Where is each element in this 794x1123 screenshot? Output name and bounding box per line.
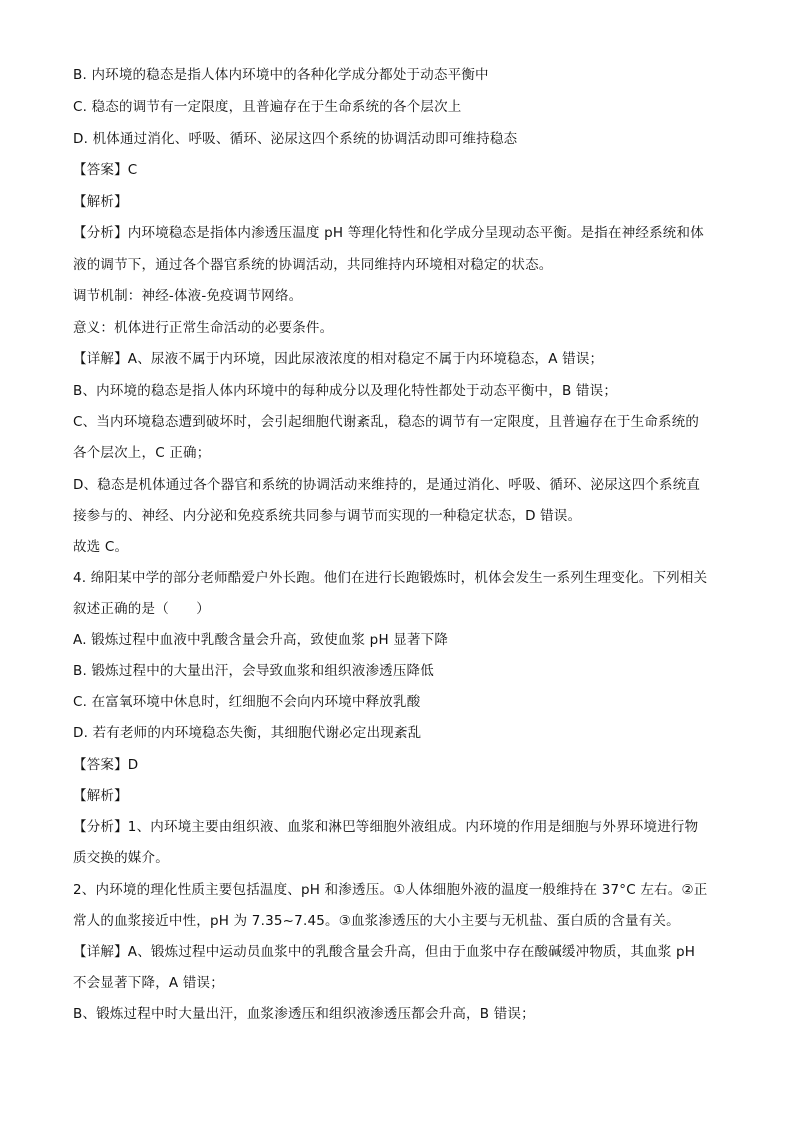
q3-option-d: D. 机体通过消化、呼吸、循环、泌尿这四个系统的协调活动即可维持稳态 bbox=[73, 131, 518, 147]
q4-option-d: D. 若有老师的内环境稳态失衡，其细胞代谢必定出现紊乱 bbox=[73, 725, 422, 741]
q3-detail-b: B、内环境的稳态是指人体内环境中的每种成分以及理化特性都处于动态平衡中，B 错误； bbox=[73, 383, 618, 399]
q4-point2-line-2: 常人的血浆接近中性，pH 为 7.35~7.45。③血浆渗透压的大小主要与无机盐、蛋白质的含量有关。 bbox=[73, 913, 680, 929]
q3-conclusion: 故选 C。 bbox=[73, 539, 129, 555]
q4-analysis-line-2: 质交换的媒介。 bbox=[73, 850, 169, 866]
q4-option-b: B. 锻炼过程中的大量出汗，会导致血浆和组织液渗透压降低 bbox=[73, 663, 434, 679]
q3-answer: 【答案】C bbox=[73, 162, 138, 178]
q4-option-c: C. 在富氧环境中休息时，红细胞不会向内环境中释放乳酸 bbox=[73, 694, 421, 710]
q3-detail-c-line-2: 各个层次上，C 正确； bbox=[73, 445, 211, 461]
q4-analysis-line-1: 【分析】1、内环境主要由组织液、血浆和淋巴等细胞外液组成。内环境的作用是细胞与外界环境进行物 bbox=[73, 819, 699, 835]
q3-analysis-heading: 【解析】 bbox=[73, 194, 128, 210]
q4-point2-line-1: 2、内环境的理化性质主要包括温度、pH 和渗透压。①人体细胞外液的温度一般维持在 37°C 左右。②正 bbox=[73, 882, 708, 898]
q3-option-b: B. 内环境的稳态是指人体内环境中的各种化学成分都处于动态平衡中 bbox=[73, 67, 489, 83]
q4-stem-line-1: 4. 绵阳某中学的部分老师酷爱户外长跑。他们在进行长跑锻炼时，机体会发生一系列生理变化。下列相关 bbox=[73, 570, 708, 586]
q3-detail-d-line-2: 接参与的、神经、内分泌和免疫系统共同参与调节而实现的一种稳定状态，D 错误。 bbox=[73, 508, 582, 524]
q3-mechanism: 调节机制：神经-体液-免疫调节网络。 bbox=[73, 288, 303, 304]
q4-option-a: A. 锻炼过程中血液中乳酸含量会升高，致使血浆 pH 显著下降 bbox=[73, 632, 449, 648]
q4-analysis-heading: 【解析】 bbox=[73, 788, 128, 804]
q4-detail-b: B、锻炼过程中时大量出汗，血浆渗透压和组织液渗透压都会升高，B 错误； bbox=[73, 1006, 535, 1022]
q3-meaning: 意义：机体进行正常生命活动的必要条件。 bbox=[73, 320, 334, 336]
q3-option-c: C. 稳态的调节有一定限度，且普遍存在于生命系统的各个层次上 bbox=[73, 99, 462, 115]
q4-detail-a-line-1: 【详解】A、锻炼过程中运动员血浆中的乳酸含量会升高，但由于血浆中存在酸碱缓冲物质，其血浆 pH bbox=[73, 944, 696, 960]
q4-stem-line-2: 叙述正确的是（ ） bbox=[73, 601, 210, 617]
q3-analysis-line-1: 【分析】内环境稳态是指体内渗透压温度 pH 等理化特性和化学成分呈现动态平衡。是指在神经系统和体 bbox=[73, 225, 704, 241]
q3-detail-a: 【详解】A、尿液不属于内环境，因此尿液浓度的相对稳定不属于内环境稳态，A 错误； bbox=[73, 351, 604, 367]
q4-answer: 【答案】D bbox=[73, 757, 139, 773]
q3-detail-d-line-1: D、稳态是机体通过各个器官和系统的协调活动来维持的，是通过消化、呼吸、循环、泌尿这四个系统直 bbox=[73, 477, 701, 493]
q3-analysis-line-2: 液的调节下，通过各个器官系统的协调活动，共同维持内环境相对稳定的状态。 bbox=[73, 257, 553, 273]
q4-detail-a-line-2: 不会显著下降，A 错误； bbox=[73, 975, 224, 991]
q3-detail-c-line-1: C、当内环境稳态遭到破坏时，会引起细胞代谢紊乱，稳态的调节有一定限度，且普遍存在于生命系统的 bbox=[73, 414, 700, 430]
